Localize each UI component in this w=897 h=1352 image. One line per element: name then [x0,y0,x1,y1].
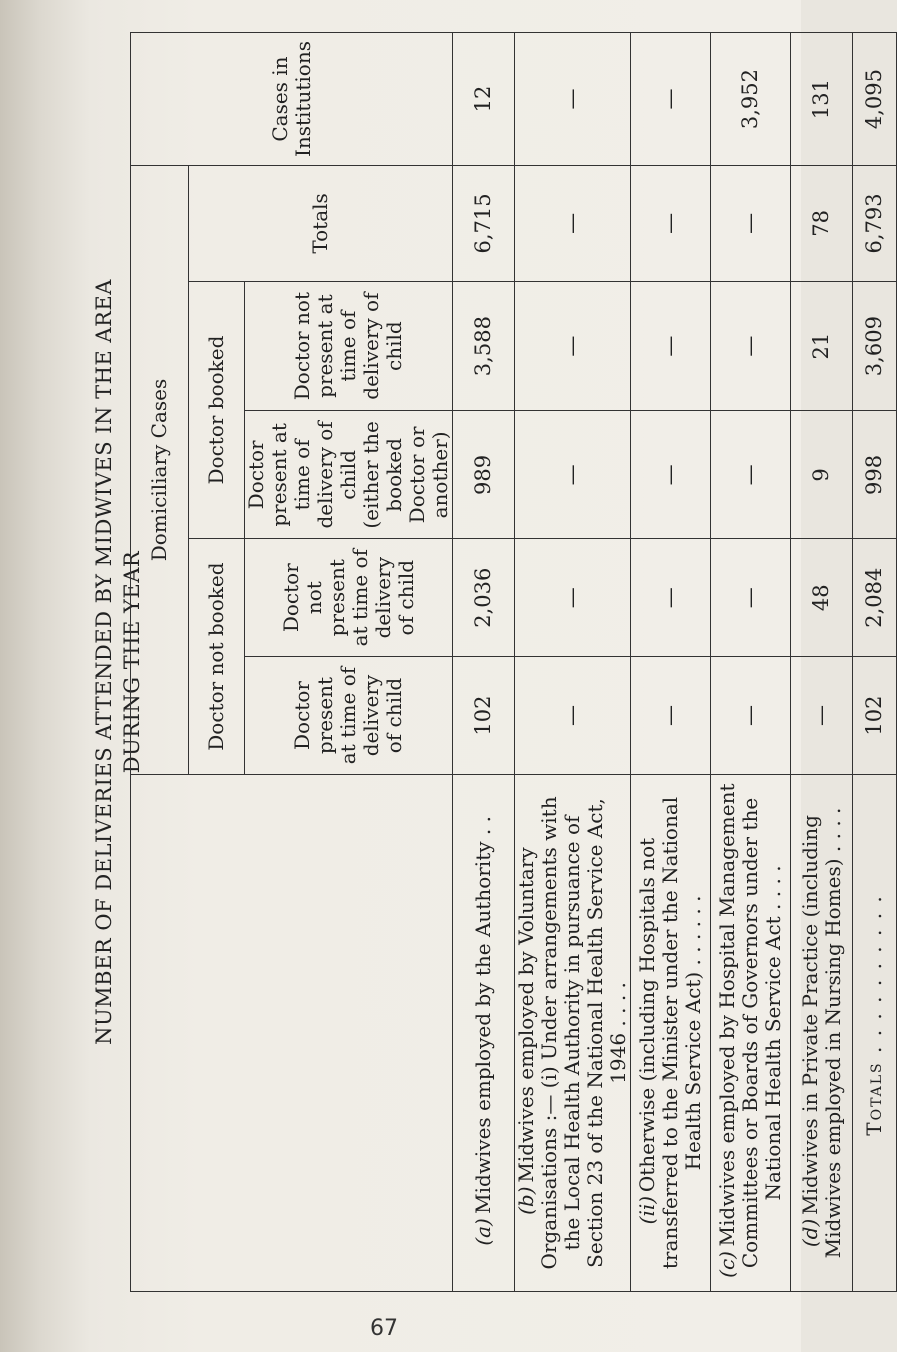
header-cases-in-institutions: Cases in Institutions [131,33,453,166]
cell-institutions: 3,952 [711,33,791,166]
cell-db-not-present: 3,609 [853,281,897,411]
table-row [791,33,853,1292]
row-label-cell [853,774,897,1291]
row-label-cell [515,774,631,1291]
rotated-table-container [90,32,887,1292]
cell-institutions: 4,095 [853,33,897,166]
header-db-not-present: Doctor not present at time of delivery of child [245,281,453,411]
header-domiciliary: Domiciliary Cases [131,166,189,775]
row-description: Midwives employed by Hospital Management Committees or Boards of Governors under the National Health Service Act . . . . [715,783,785,1269]
header-totals: Totals [189,166,453,282]
row-letter: (ii) [635,1195,659,1225]
cell-institutions: — [515,33,631,166]
table-row [631,33,711,1292]
totals-row [853,33,897,1292]
deliveries-table [130,32,897,1292]
row-label-cell [791,774,853,1291]
header-doctor-not-booked: Doctor not booked [189,539,245,775]
row-description: Totals . . . . . . . . . . [862,894,886,1136]
cell-db-present: — [711,411,791,539]
row-letter: (d) [797,1218,822,1248]
cell-totals: 6,793 [853,166,897,282]
cell-db-not-present: — [631,281,711,411]
table-row [515,33,631,1292]
cell-totals: — [711,166,791,282]
cell-institutions: 131 [791,33,853,166]
cell-dnb-not-present: — [631,539,711,657]
row-label-cell [711,774,791,1291]
cell-dnb-present: — [711,657,791,775]
cell-totals: 78 [791,166,853,282]
title-line-2: DURING THE YEAR [120,550,145,774]
cell-dnb-present: — [515,657,631,775]
cell-totals: — [515,166,631,282]
cell-totals: — [631,166,711,282]
cell-dnb-present: — [791,657,853,775]
cell-db-not-present: — [711,281,791,411]
cell-dnb-present: — [631,657,711,775]
row-description: Otherwise (including Hospitals not transferred to the Minister under the National Health Service Act) . . . . . . [635,796,705,1270]
row-letter: (c) [715,1251,739,1278]
cell-dnb-present: 102 [853,657,897,775]
header-db-present: Doctor present at time of delivery of child (either the booked Doctor or another) [245,411,453,539]
cell-db-present: — [631,411,711,539]
cell-institutions: 12 [453,33,515,166]
cell-db-present: — [515,411,631,539]
page-number: 67 [370,1316,398,1341]
row-description: Midwives in Private Practice (including Midwives employed in Nursing Homes) . . . . [797,807,845,1259]
row-description: Midwives employed by the Authority . . [471,816,495,1214]
table-row [711,33,791,1292]
cell-db-present: 9 [791,411,853,539]
cell-dnb-not-present: — [711,539,791,657]
cell-db-not-present: 3,588 [453,281,515,411]
header-dnb-not-present: Doctor not present at time of delivery of child [245,539,453,657]
table-row [453,33,515,1292]
cell-institutions: — [631,33,711,166]
row-label-cell [453,774,515,1291]
header-dnb-present: Doctor present at time of delivery of child [245,657,453,775]
row-letter: (b) [514,1186,538,1215]
cell-db-not-present: 21 [791,281,853,411]
header-blank-cell [131,774,453,1291]
cell-dnb-not-present: 2,036 [453,539,515,657]
cell-dnb-not-present: — [515,539,631,657]
cell-db-present: 998 [853,411,897,539]
cell-dnb-not-present: 48 [791,539,853,657]
row-description: Midwives employed by Voluntary Organisations :— (i) Under arrangements with the Local Health Authority in pursuance of Section 23 of the National Health Service Act, 1946 . . . . [514,796,630,1270]
row-label-cell [631,774,711,1291]
cell-db-present: 989 [453,411,515,539]
cell-totals: 6,715 [453,166,515,282]
cell-dnb-present: 102 [453,657,515,775]
title-line-1: NUMBER OF DELIVERIES ATTENDED BY MIDWIVES IN THE AREA [92,279,116,1045]
row-letter: (a) [471,1218,495,1246]
header-doctor-booked: Doctor booked [189,281,245,539]
cell-db-not-present: — [515,281,631,411]
cell-dnb-not-present: 2,084 [853,539,897,657]
